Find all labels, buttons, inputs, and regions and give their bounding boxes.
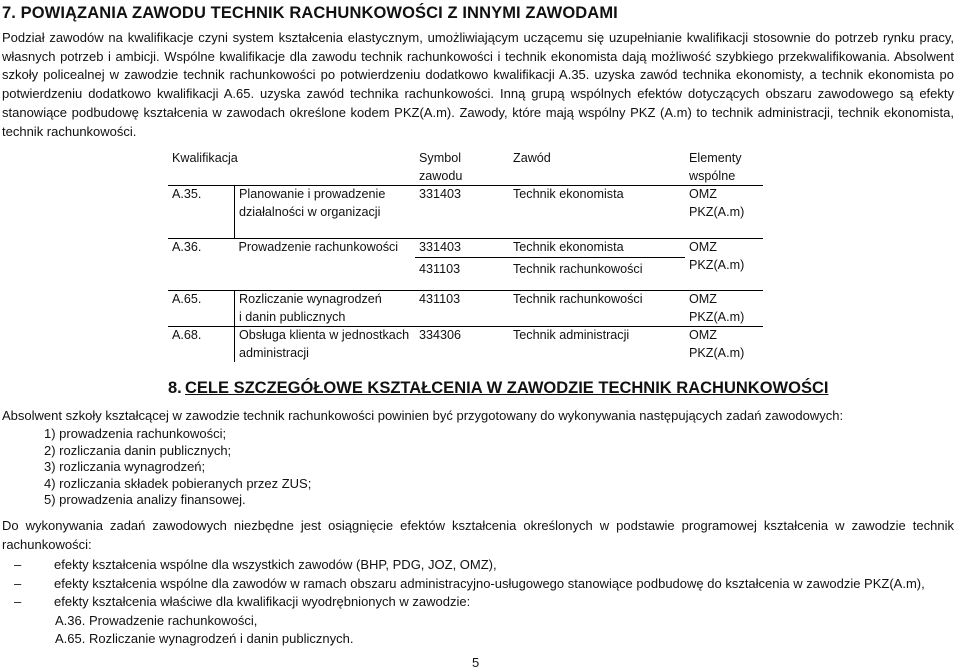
cell-el1: OMZ [689, 187, 717, 201]
cell-el2: PKZ(A.m) [689, 345, 745, 360]
cell-el1: OMZ [689, 240, 717, 254]
table-row-continuation [168, 257, 763, 278]
list-item: 1) prowadzenia rachunkowości; [44, 426, 227, 441]
cell-elements [685, 239, 763, 279]
cell-symbol: 431103 [415, 291, 509, 327]
section-8-intro: Absolwent szkoły kształcącej w zawodzie technik rachunkowości powinien być przygotowany do wykonywania następujących zadań zawodowych: [2, 408, 844, 423]
list-item: A.36. Prowadzenie rachunkowości, [55, 613, 258, 628]
cell-name-line2: administracji [239, 345, 309, 360]
cell-el2: PKZ(A.m) [689, 204, 745, 219]
cell-name [235, 327, 416, 363]
section-8-number: 8. [168, 379, 182, 397]
cell-el1: OMZ [689, 292, 717, 306]
cell-zawod: Technik rachunkowości [509, 257, 685, 278]
dash-bullet: – [14, 594, 22, 610]
cell-name [235, 291, 416, 327]
cell-symbol: 334306 [415, 327, 509, 363]
list-item [2, 593, 925, 612]
list-item [2, 556, 925, 575]
header-zawod [509, 150, 685, 186]
tasks-list [44, 426, 311, 509]
list-item: 2) rozliczania danin publicznych; [44, 442, 232, 458]
table-row [168, 327, 763, 363]
cell-symbol: 331403 [415, 239, 509, 258]
header-kwalifikacja [168, 150, 415, 186]
effects-list [2, 556, 925, 612]
section-7-heading: 7. POWIĄZANIA ZAWODU TECHNIK RACHUNKOWOŚCI Z INNYMI ZAWODAMI [2, 4, 618, 22]
header-elementy-line2: wspólne [689, 168, 736, 183]
section-7-paragraph [2, 29, 954, 141]
list-item: 4) rozliczania składek pobieranych przez ZUS; [44, 475, 312, 491]
header-elementy [685, 150, 763, 186]
cell-name-line1: Obsługa klienta w jednostkach [239, 328, 410, 342]
list-item-text: efekty kształcenia wspólne dla zawodów w ramach obszaru administracyjno-usługowego stanowiące podbudowę do kształcenia w zawodzie PKZ(A.m), [54, 575, 925, 591]
cell-zawod: Technik ekonomista [509, 239, 685, 258]
cell-elements [685, 327, 763, 363]
cell-zawod: Technik administracji [509, 327, 685, 363]
cell-zawod: Technik ekonomista [513, 187, 624, 201]
table-row [168, 186, 763, 239]
list-item-text: efekty kształcenia właściwe dla kwalifikacji wyodrębnionych w zawodzie: [54, 594, 471, 610]
cell-el1: OMZ [689, 328, 717, 342]
list-item: A.65. Rozliczanie wynagrodzeń i danin publicznych. [55, 630, 354, 646]
list-item-text: efekty kształcenia wspólne dla wszystkich zawodów (BHP, PDG, JOZ, OMZ), [54, 557, 497, 572]
cell-code: A.35. [172, 187, 202, 201]
section-8-title: CELE SZCZEGÓŁOWE KSZTAŁCENIA W ZAWODZIE TECHNIK RACHUNKOWOŚCI [185, 379, 829, 397]
header-zawod-label: Zawód [513, 151, 551, 165]
cell-zawod: Technik rachunkowości [509, 291, 685, 327]
cell-symbol: 431103 [415, 257, 509, 278]
dash-bullet: – [14, 575, 22, 591]
table-header-row [168, 150, 763, 186]
cell-name: Prowadzenie rachunkowości [235, 239, 416, 258]
cell-symbol: 331403 [419, 187, 462, 201]
cell-name-line1: Planowanie i prowadzenie [239, 187, 386, 201]
qualification-sublist [55, 612, 353, 647]
page-number: 5 [472, 655, 480, 670]
section-7-paragraph-text: Podział zawodów na kwalifikacje czyni system kształcenia elastycznym, umożliwiającym uczącemu się uzupełnianie kwalifikacji stosownie do potrzeb rynku pracy, własnych potrzeb i ambicji. Wspólne kwalifikacje dla zawodu technik rachunkowości i technik ekonomista dają możliwość szybkiego przekwalifikowania. Absolwent szkoły policealnej w zawodzie technik rachunkowości po potwierdzeniu dodatkowo kwalifikacji A.35. uzyska zawód technika ekonomisty, a technik ekonomista po potwierdzeniu dodatkowo kwalifikacji A.65. uzyska zawód technika rachunkowości. Inną grupą wspólnych efektów dotyczących obszaru zawodowego są efekty stanowiące podbudowę kształcenia w zawodach określone kodem PKZ(A.m). Zawody, które mają wspólny PKZ (A.m) to technik administracji, technik ekonomista, technik rachunkowości. [2, 30, 954, 139]
cell-code: A.36. [168, 239, 235, 258]
cell-code: A.65. [168, 291, 235, 327]
list-item: 5) prowadzenia analizy finansowej. [44, 492, 246, 508]
cell-name-line2: i danin publicznych [239, 309, 346, 324]
header-kwalifikacja-label: Kwalifikacja [172, 151, 238, 165]
cell-code: A.68. [168, 327, 235, 363]
header-symbol [415, 150, 509, 186]
cell-elements [685, 291, 763, 327]
list-item [2, 575, 925, 594]
qualifications-table [168, 150, 763, 362]
list-item: 3) rozliczania wynagrodzeń; [44, 459, 206, 475]
dash-bullet: – [14, 557, 22, 572]
header-symbol-line2: zawodu [419, 168, 463, 183]
table-row [168, 239, 763, 258]
cell-name [235, 186, 416, 239]
header-elementy-line1: Elementy [689, 151, 742, 165]
cell-name-line2: działalności w organizacji [239, 204, 381, 219]
table-row [168, 291, 763, 327]
section-8-paragraph: Do wykonywania zadań zawodowych niezbędne jest osiągnięcie efektów kształcenia określonych w podstawie programowej kształcenia w zawodzie technik rachunkowości: [2, 518, 954, 552]
cell-elements [685, 186, 763, 239]
cell-el2: PKZ(A.m) [689, 257, 745, 272]
cell-el2: PKZ(A.m) [689, 309, 745, 324]
header-symbol-line1: Symbol [419, 151, 461, 165]
cell-name-line1: Rozliczanie wynagrodzeń [239, 292, 382, 306]
